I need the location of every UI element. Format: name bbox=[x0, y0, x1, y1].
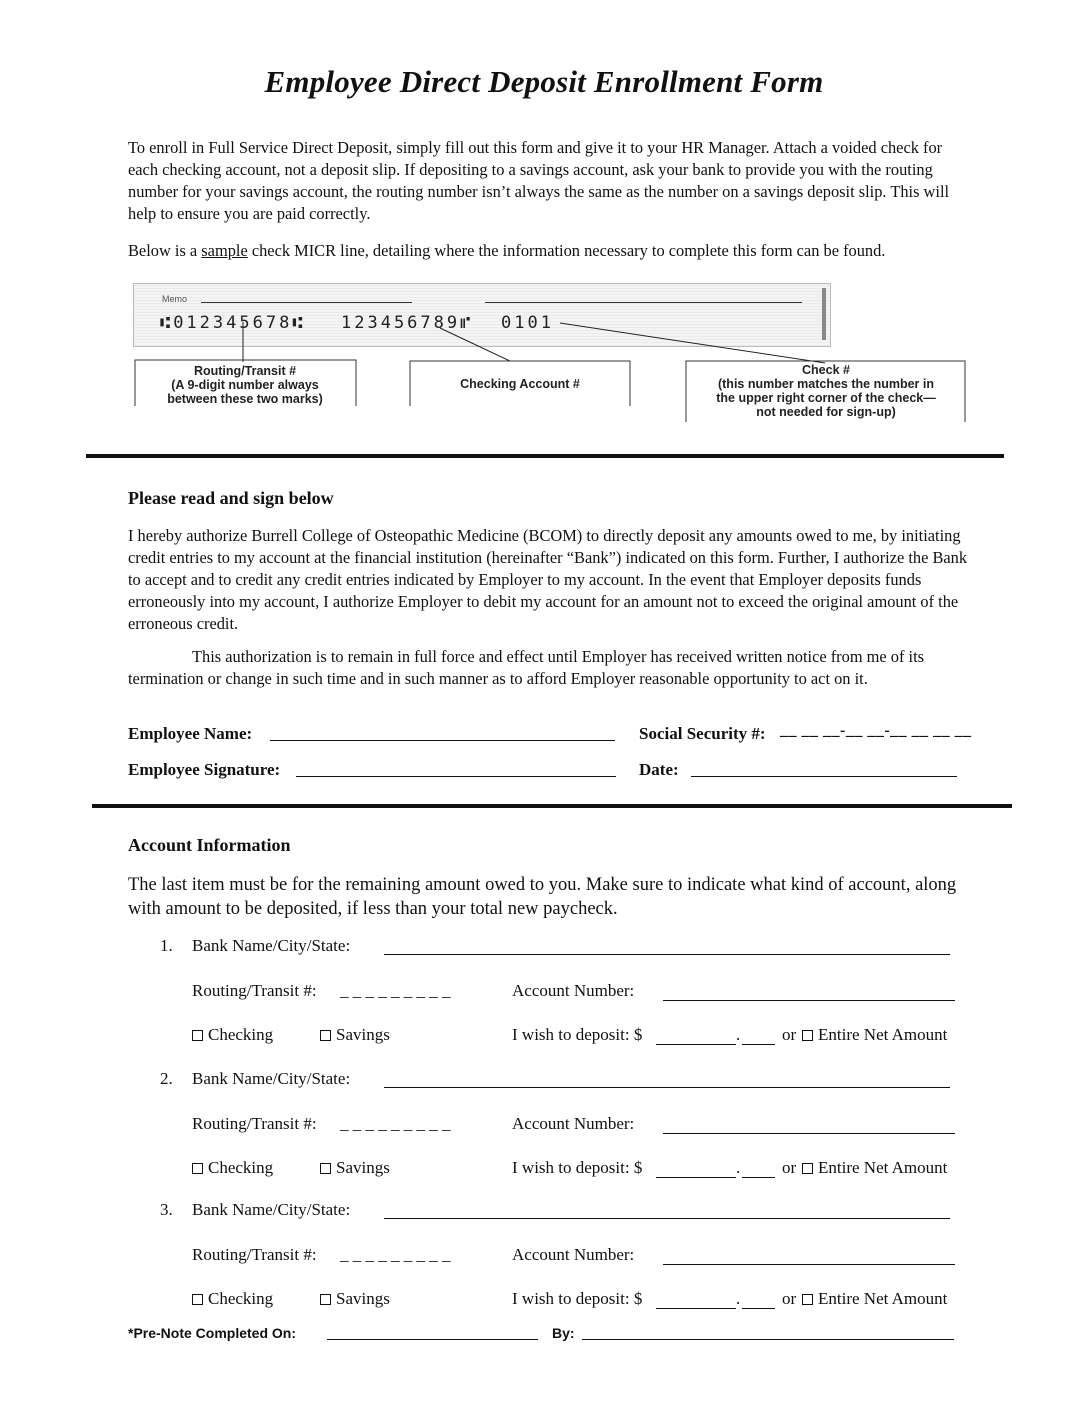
prenote-date-field[interactable] bbox=[327, 1323, 538, 1340]
savings-option[interactable] bbox=[320, 1025, 390, 1045]
account-caption: Checking Account # bbox=[460, 377, 580, 391]
deposit-dollars-field[interactable] bbox=[656, 1026, 736, 1045]
ssn-field[interactable]: __ __ __-__ __-__ __ __ __ bbox=[780, 722, 972, 739]
savings-label: Savings bbox=[336, 1025, 390, 1044]
sample-text-before: Below is a bbox=[128, 241, 202, 260]
decimal-point: . bbox=[736, 1289, 741, 1308]
auth-paragraph-2: This authorization is to remain in full force and effect until Employer has received written notice from me of its termination or change in such time and in such manner as to afford Employer reasonable opportunity to act on it. bbox=[128, 647, 925, 688]
account-number-label: Account Number: bbox=[512, 981, 635, 1000]
entry-number: 3. bbox=[160, 1200, 173, 1219]
checkbox-icon[interactable] bbox=[802, 1294, 813, 1305]
deposit-label: I wish to deposit: $ bbox=[512, 1158, 643, 1177]
bank-name-label: Bank Name/City/State: bbox=[192, 1200, 351, 1219]
deposit-dollars-field[interactable] bbox=[656, 1290, 736, 1309]
account-number-label: Account Number: bbox=[512, 1245, 635, 1264]
routing-label: Routing/Transit #: bbox=[192, 981, 317, 1000]
savings-label: Savings bbox=[336, 1158, 390, 1177]
account-number-field[interactable] bbox=[663, 982, 955, 1001]
checking-option[interactable] bbox=[192, 1158, 273, 1178]
or-label: or bbox=[782, 1289, 797, 1308]
checking-label: Checking bbox=[208, 1025, 274, 1044]
check-caption bbox=[688, 363, 964, 419]
check-caption-line-1: Check # bbox=[802, 363, 850, 377]
checkbox-icon[interactable] bbox=[320, 1294, 331, 1305]
routing-field[interactable]: _ _ _ _ _ _ _ _ _ bbox=[340, 1114, 451, 1133]
deposit-dollars-field[interactable] bbox=[656, 1159, 736, 1178]
intro-paragraph: To enroll in Full Service Direct Deposit, simply fill out this form and give it to your HR Manager. Attach a voided check for each checking account, not a deposit slip. If depositing to a savings account, ask your bank to provide you with the routing number for your savings account, the routing number isn’t always the same as the number on a savings deposit slip. This will help to ensure you are paid correctly. bbox=[128, 138, 950, 223]
entire-net-option[interactable] bbox=[802, 1289, 947, 1309]
checking-option[interactable] bbox=[192, 1025, 273, 1045]
signature-label: Employee Signature: bbox=[128, 760, 281, 779]
micr-routing-number: ⑆012345678⑆ bbox=[160, 313, 306, 333]
entry-number: 1. bbox=[160, 936, 173, 955]
account-heading: Account Information bbox=[128, 835, 291, 855]
decimal-point: . bbox=[736, 1025, 741, 1044]
auth-heading: Please read and sign below bbox=[128, 488, 334, 508]
ssn-label: Social Security #: bbox=[639, 724, 766, 743]
bank-name-field[interactable] bbox=[384, 1200, 950, 1219]
savings-option[interactable] bbox=[320, 1158, 390, 1178]
bank-name-field[interactable] bbox=[384, 936, 950, 955]
sample-text-after: check MICR line, detailing where the information necessary to complete this form can be found. bbox=[247, 241, 886, 260]
check-caption-line-4: not needed for sign-up) bbox=[756, 405, 896, 419]
by-label: By: bbox=[552, 1325, 575, 1341]
deposit-cents-field[interactable] bbox=[742, 1026, 775, 1045]
entire-net-label: Entire Net Amount bbox=[818, 1289, 948, 1308]
or-label: or bbox=[782, 1025, 797, 1044]
checkbox-icon[interactable] bbox=[192, 1294, 203, 1305]
checkbox-icon[interactable] bbox=[192, 1030, 203, 1041]
check-caption-line-3: the upper right corner of the check— bbox=[716, 391, 936, 405]
entire-net-label: Entire Net Amount bbox=[818, 1025, 948, 1044]
routing-caption-line-3: between these two marks) bbox=[167, 392, 323, 406]
entry-number: 2. bbox=[160, 1069, 173, 1088]
routing-field[interactable]: _ _ _ _ _ _ _ _ _ bbox=[340, 981, 451, 1000]
routing-caption-line-1: Routing/Transit # bbox=[193, 364, 297, 378]
checkbox-icon[interactable] bbox=[192, 1163, 203, 1174]
entire-net-option[interactable] bbox=[802, 1158, 947, 1178]
check-caption-line-2: (this number matches the number in bbox=[717, 377, 934, 391]
employee-name-label: Employee Name: bbox=[128, 724, 253, 743]
micr-account-number: 123456789⑈ bbox=[341, 313, 474, 333]
bank-name-field[interactable] bbox=[384, 1069, 950, 1088]
or-label: or bbox=[782, 1158, 797, 1177]
checking-label: Checking bbox=[208, 1158, 274, 1177]
routing-label: Routing/Transit #: bbox=[192, 1245, 317, 1264]
bank-name-label: Bank Name/City/State: bbox=[192, 936, 351, 955]
section-divider bbox=[86, 454, 1004, 458]
routing-field[interactable]: _ _ _ _ _ _ _ _ _ bbox=[340, 1245, 451, 1264]
micr-memo-label: Memo bbox=[162, 294, 188, 304]
decimal-point: . bbox=[736, 1158, 741, 1177]
deposit-cents-field[interactable] bbox=[742, 1159, 775, 1178]
account-intro: The last item must be for the remaining amount owed to you. Make sure to indicate what kind of account, along with amount to be deposited, if less than your total new paycheck. bbox=[128, 875, 957, 919]
account-number-label: Account Number: bbox=[512, 1114, 635, 1133]
account-number-field[interactable] bbox=[663, 1246, 955, 1265]
checkbox-icon[interactable] bbox=[320, 1030, 331, 1041]
signature-field[interactable] bbox=[296, 758, 616, 777]
employee-name-field[interactable] bbox=[270, 722, 615, 741]
checking-label: Checking bbox=[208, 1289, 274, 1308]
account-number-field[interactable] bbox=[663, 1115, 955, 1134]
form-title: Employee Direct Deposit Enrollment Form bbox=[264, 64, 824, 99]
deposit-cents-field[interactable] bbox=[742, 1290, 775, 1309]
bank-name-label: Bank Name/City/State: bbox=[192, 1069, 351, 1088]
routing-label: Routing/Transit #: bbox=[192, 1114, 317, 1133]
savings-option[interactable] bbox=[320, 1289, 390, 1309]
date-field[interactable] bbox=[691, 758, 957, 777]
micr-check-number: 0101 bbox=[501, 313, 554, 333]
date-label: Date: bbox=[639, 760, 679, 779]
sample-underlined: sample bbox=[201, 241, 248, 260]
savings-label: Savings bbox=[336, 1289, 390, 1308]
by-field[interactable] bbox=[582, 1323, 954, 1340]
auth-paragraph-1: I hereby authorize Burrell College of Osteopathic Medicine (BCOM) to directly deposit any amounts owed to me, by initiating credit entries to my account at the financial institution (hereinafter “Bank”) indicated on this form. Further, I authorize the Bank to accept and to credit any credit entries indicated by Employer to my account. In the event that Employer deposits funds erroneously into my account, I authorize Employer to debit my account for an amount not to exceed the original amount of the erroneous credit. bbox=[128, 526, 968, 633]
prenote-label: *Pre-Note Completed On: bbox=[128, 1325, 297, 1341]
entire-net-option[interactable] bbox=[802, 1025, 947, 1045]
checkbox-icon[interactable] bbox=[802, 1163, 813, 1174]
deposit-label: I wish to deposit: $ bbox=[512, 1025, 643, 1044]
checkbox-icon[interactable] bbox=[320, 1163, 331, 1174]
routing-caption-line-2: (A 9-digit number always bbox=[171, 378, 319, 392]
checkbox-icon[interactable] bbox=[802, 1030, 813, 1041]
entire-net-label: Entire Net Amount bbox=[818, 1158, 948, 1177]
section-divider bbox=[92, 804, 1012, 808]
deposit-label: I wish to deposit: $ bbox=[512, 1289, 643, 1308]
routing-caption bbox=[136, 364, 354, 406]
checking-option[interactable] bbox=[192, 1289, 273, 1309]
